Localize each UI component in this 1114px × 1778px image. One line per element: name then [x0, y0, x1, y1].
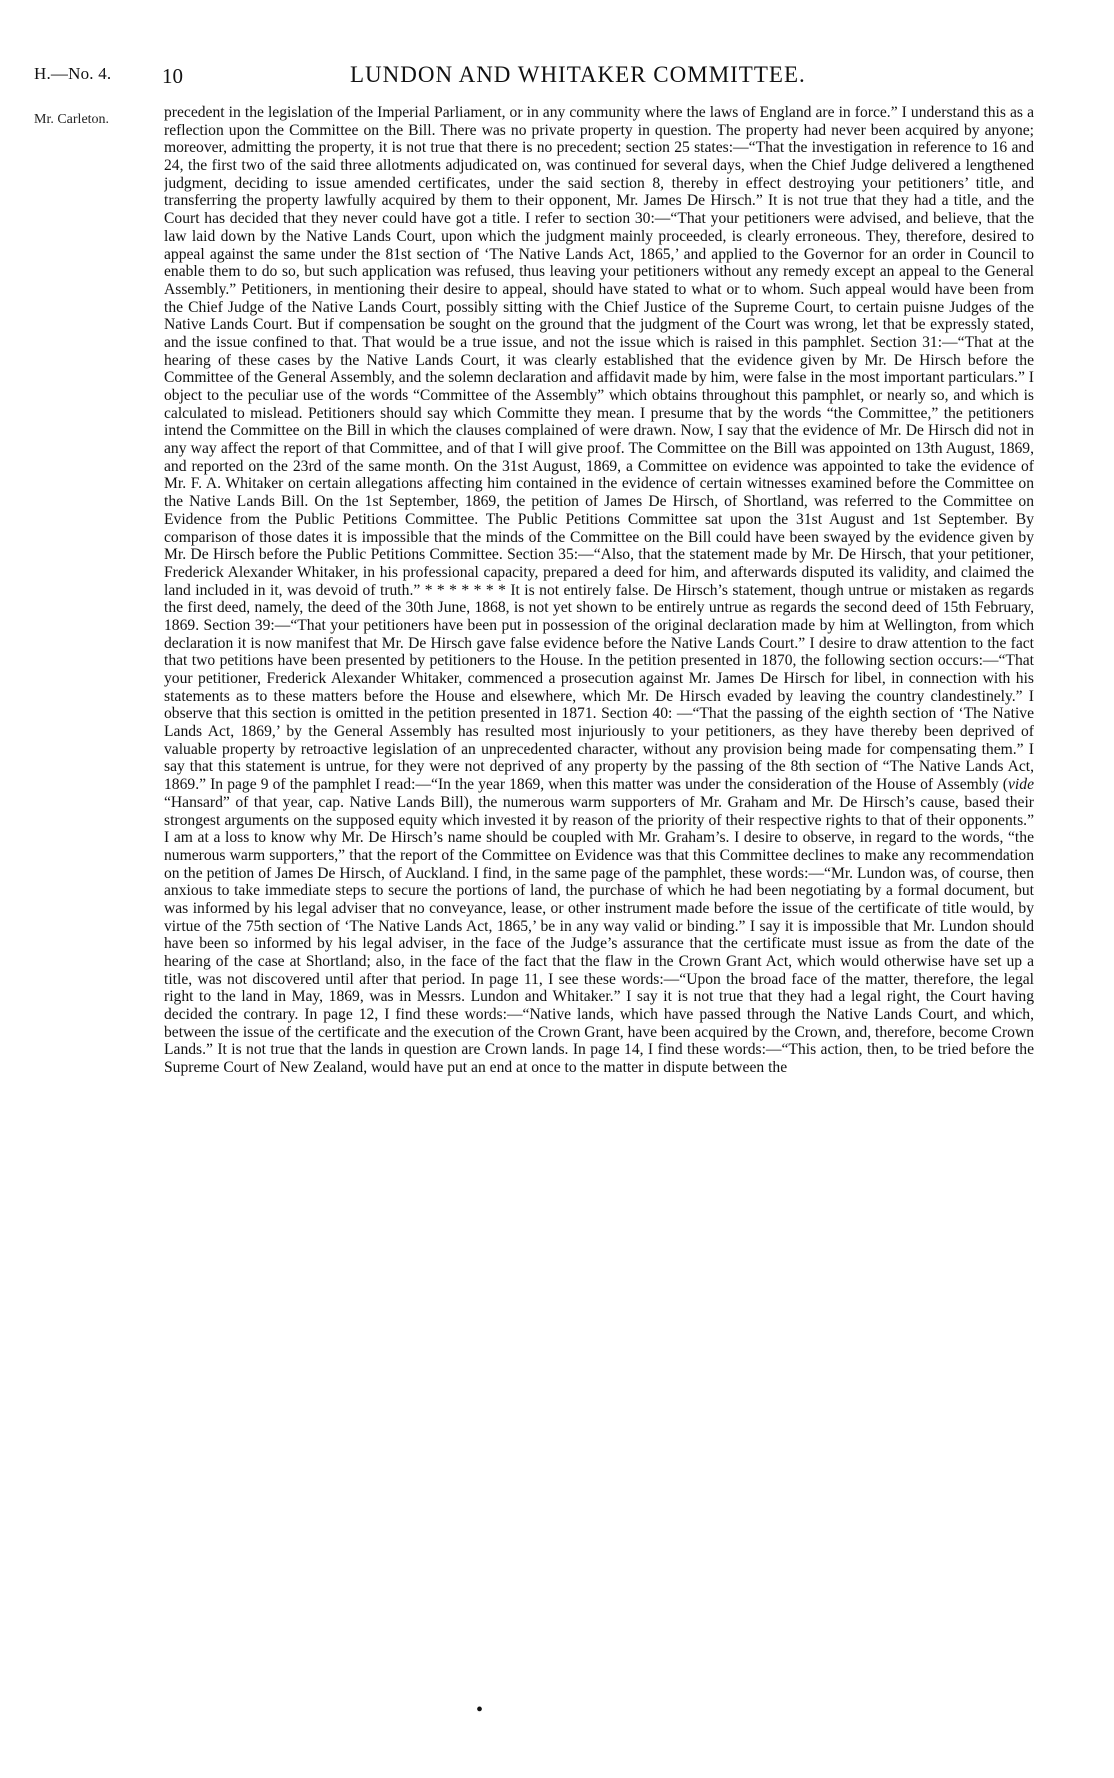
- main-text-part-2: “Hansard” of that year, cap. Native Lands Bill), the numerous warm supporters of Mr. Graham and Mr. De Hirsch’s cause, based their strongest arguments on the supposed equity which invested it by reason of the priority of their respective rights to that of their opponents.” I am at a loss to know why Mr. De Hirsch’s name should be coupled with Mr. Graham’s. I desire to observe, in regard to the words, “the numerous warm supporters,” that the report of the Committee on Evidence was that this Committee declines to make any recommendation on the petition of James De Hirsch, of Auckland. I find, in the same page of the pamphlet, these words:—“Mr. Lundon was, of course, then anxious to take immediate steps to secure the portions of land, the purchase of which he had been negotiating by a formal document, but was informed by his legal adviser that no conveyance, lease, or other instrument made before the issue of the certificate of title would, by virtue of the 75th section of ‘The Native Lands Act, 1865,’ be in any way valid or binding.” I say it is impossible that Mr. Lundon should have been so informed by his legal adviser, in the face of the Judge’s assurance that the certificate must issue as from the date of the hearing of the case at Shortland; also, in the face of the fact that the flaw in the Crown Grant Act, which would otherwise have set up a title, was not discovered until after that period. In page 11, I see these words:—“Upon the broad face of the matter, therefore, the legal right to the land in May, 1869, was in Messrs. Lundon and Whitaker.” I say it is not true that they had a legal right, the Court having decided the contrary. In page 12, I find these words:—“Native lands, which have passed through the Native Lands Court, and which, between the issue of the certificate and the execution of the Crown Grant, have been acquired by the Crown, and, therefore, become Crown Lands.” It is not true that the lands in question are Crown lands. In page 14, I find these words:—“This action, then, to be tried before the Supreme Court of New Zealand, would have put an end at once to the matter in dispute between the: [164, 793, 1034, 1077]
- main-text-part-1: precedent in the legislation of the Imperial Parliament, or in any community where the laws of England are in force.” I understand this as a reflection upon the Committee on the Bill. There was no private property in question. The property had never been acquired by anyone; moreover, admitting the property, it is not true that there is no precedent; section 25 states:—“That the investigation in reference to 16 and 24, the first two of the said three allotments adjudicated on, was continued for several days, when the Chief Judge delivered a lengthened judgment, deciding to issue amended certificates, under the said section 8, thereby in effect destroying your petitioners’ title, and transferring the property lawfully acquired by them to their opponent, Mr. James De Hirsch.” It is not true that they had a title, and the Court has decided that they never could have got a title. I refer to section 30:—“That your petitioners were advised, and believe, that the law laid down by the Native Lands Court, upon which the judgment mainly proceeded, is clearly erroneous. They, therefore, desired to appeal against the same under the 81st section of ‘The Native Lands Act, 1865,’ and applied to the Governor for an order in Council to enable them to do so, but such application was refused, thus leaving your petitioners without any remedy except an appeal to the General Assembly.” Petitioners, in mentioning their desire to appeal, should have stated to what or to whom. Such appeal would have been from the Chief Judge of the Native Lands Court, possibly sitting with the Chief Justice of the Supreme Court, to certain puisne Judges of the Native Lands Court. But if compensation be sought on the ground that the judgment of the Court was wrong, let that be expressly stated, and the issue confined to that. That would be a true issue, and not the issue which is raised in this pamphlet. Section 31:—“That at the hearing of these cases by the Native Lands Court, it was clearly established that the evidence given by Mr. De Hirsch before the Committee of the General Assembly, and the solemn declaration and affidavit made by him, were false in the most important particulars.” I object to the peculiar use of the words “Committee of the Assembly” which obtains throughout this pamphlet, or nearly so, and which is calculated to mislead. Petitioners should say which Committe they mean. I presume that by the words “the Committee,” the petitioners intend the Committee on the Bill in which the clauses complained of were drawn. Now, I say that the evidence of Mr. De Hirsch did not in any way affect the report of that Committee, and of that I will give proof. The Committee on the Bill was appointed on 13th August, 1869, and reported on the 23rd of the same month. On the 31st August, 1869, a Committee on evidence was appointed to take the evidence of Mr. F. A. Whitaker on certain allegations affecting him contained in the evidence of certain witnesses examined before the Committee on the Native Lands Bill. On the 1st September, 1869, the petition of James De Hirsch, of Shortland, was referred to the Committee on Evidence from the Public Petitions Committee. The Public Petitions Committee sat upon the 31st August and 1st September. By comparison of those dates it is impossible that the minds of the Committee on the Bill could have been swayed by the evidence given by Mr. De Hirsch before the Public Petitions Committee. Section 35:—“Also, that the statement made by Mr. De Hirsch, that your petitioner, Frederick Alexander Whitaker, in his professional capacity, prepared a deed for him, and afterwards disputed its validity, and claimed the land included in it, was devoid of truth.” * * * * * * * It is not entirely false. De Hirsch’s statement, though untrue or mistaken as regards the first deed, namely, the deed of the 30th June, 1868, is not yet shown to be entirely untrue as regards the second deed of 15th February, 1869. Section 39:—“That your petitioners have been put in possession of the original declaration made by him at Wellington, from which declaration it is now manifest that Mr. De Hirsch gave false evidence before the Native Lands Court.” I desire to draw attention to the fact that two petitions have been presented by petitioners to the House. In the petition presented in 1870, the following section occurs:—“That your petitioner, Frederick Alexander Whitaker, commenced a prosecution against Mr. James De Hirsch for libel, in connection with his statements as to these matters before the House and elsewhere, which Mr. De Hirsch evaded by leaving the country clandestinely.” I observe that this section is omitted in the petition presented in 1871. Section 40: —“That the passing of the eighth section of ‘The Native Lands Act, 1869,’ by the General Assembly has resulted most injuriously to your petitioners, as they have thereby been deprived of valuable property by retroactive legislation of an unprecedented character, without any provision being made for compensating them.” I say that this statement is untrue, for they were not deprived of any property by the passing of the 8th section of “The Native Lands Act, 1869.” In page 9 of the pamphlet I read:—“In the year 1869, when this matter was under the consideration of the House of Assembly (: [164, 104, 1034, 794]
- running-title: LUNDON AND WHITAKER COMMITTEE.: [350, 62, 806, 87]
- page-header: [34, 64, 1054, 96]
- document-number: H.—No. 4.: [34, 64, 112, 83]
- vide-italic: vide: [1008, 776, 1034, 794]
- main-paragraph: [164, 104, 1034, 1077]
- margin-speaker-label: Mr. Carleton.: [34, 112, 110, 127]
- body-text-column: [164, 104, 1034, 1684]
- page-number: 10: [162, 64, 183, 88]
- bottom-mark: •: [476, 1699, 484, 1721]
